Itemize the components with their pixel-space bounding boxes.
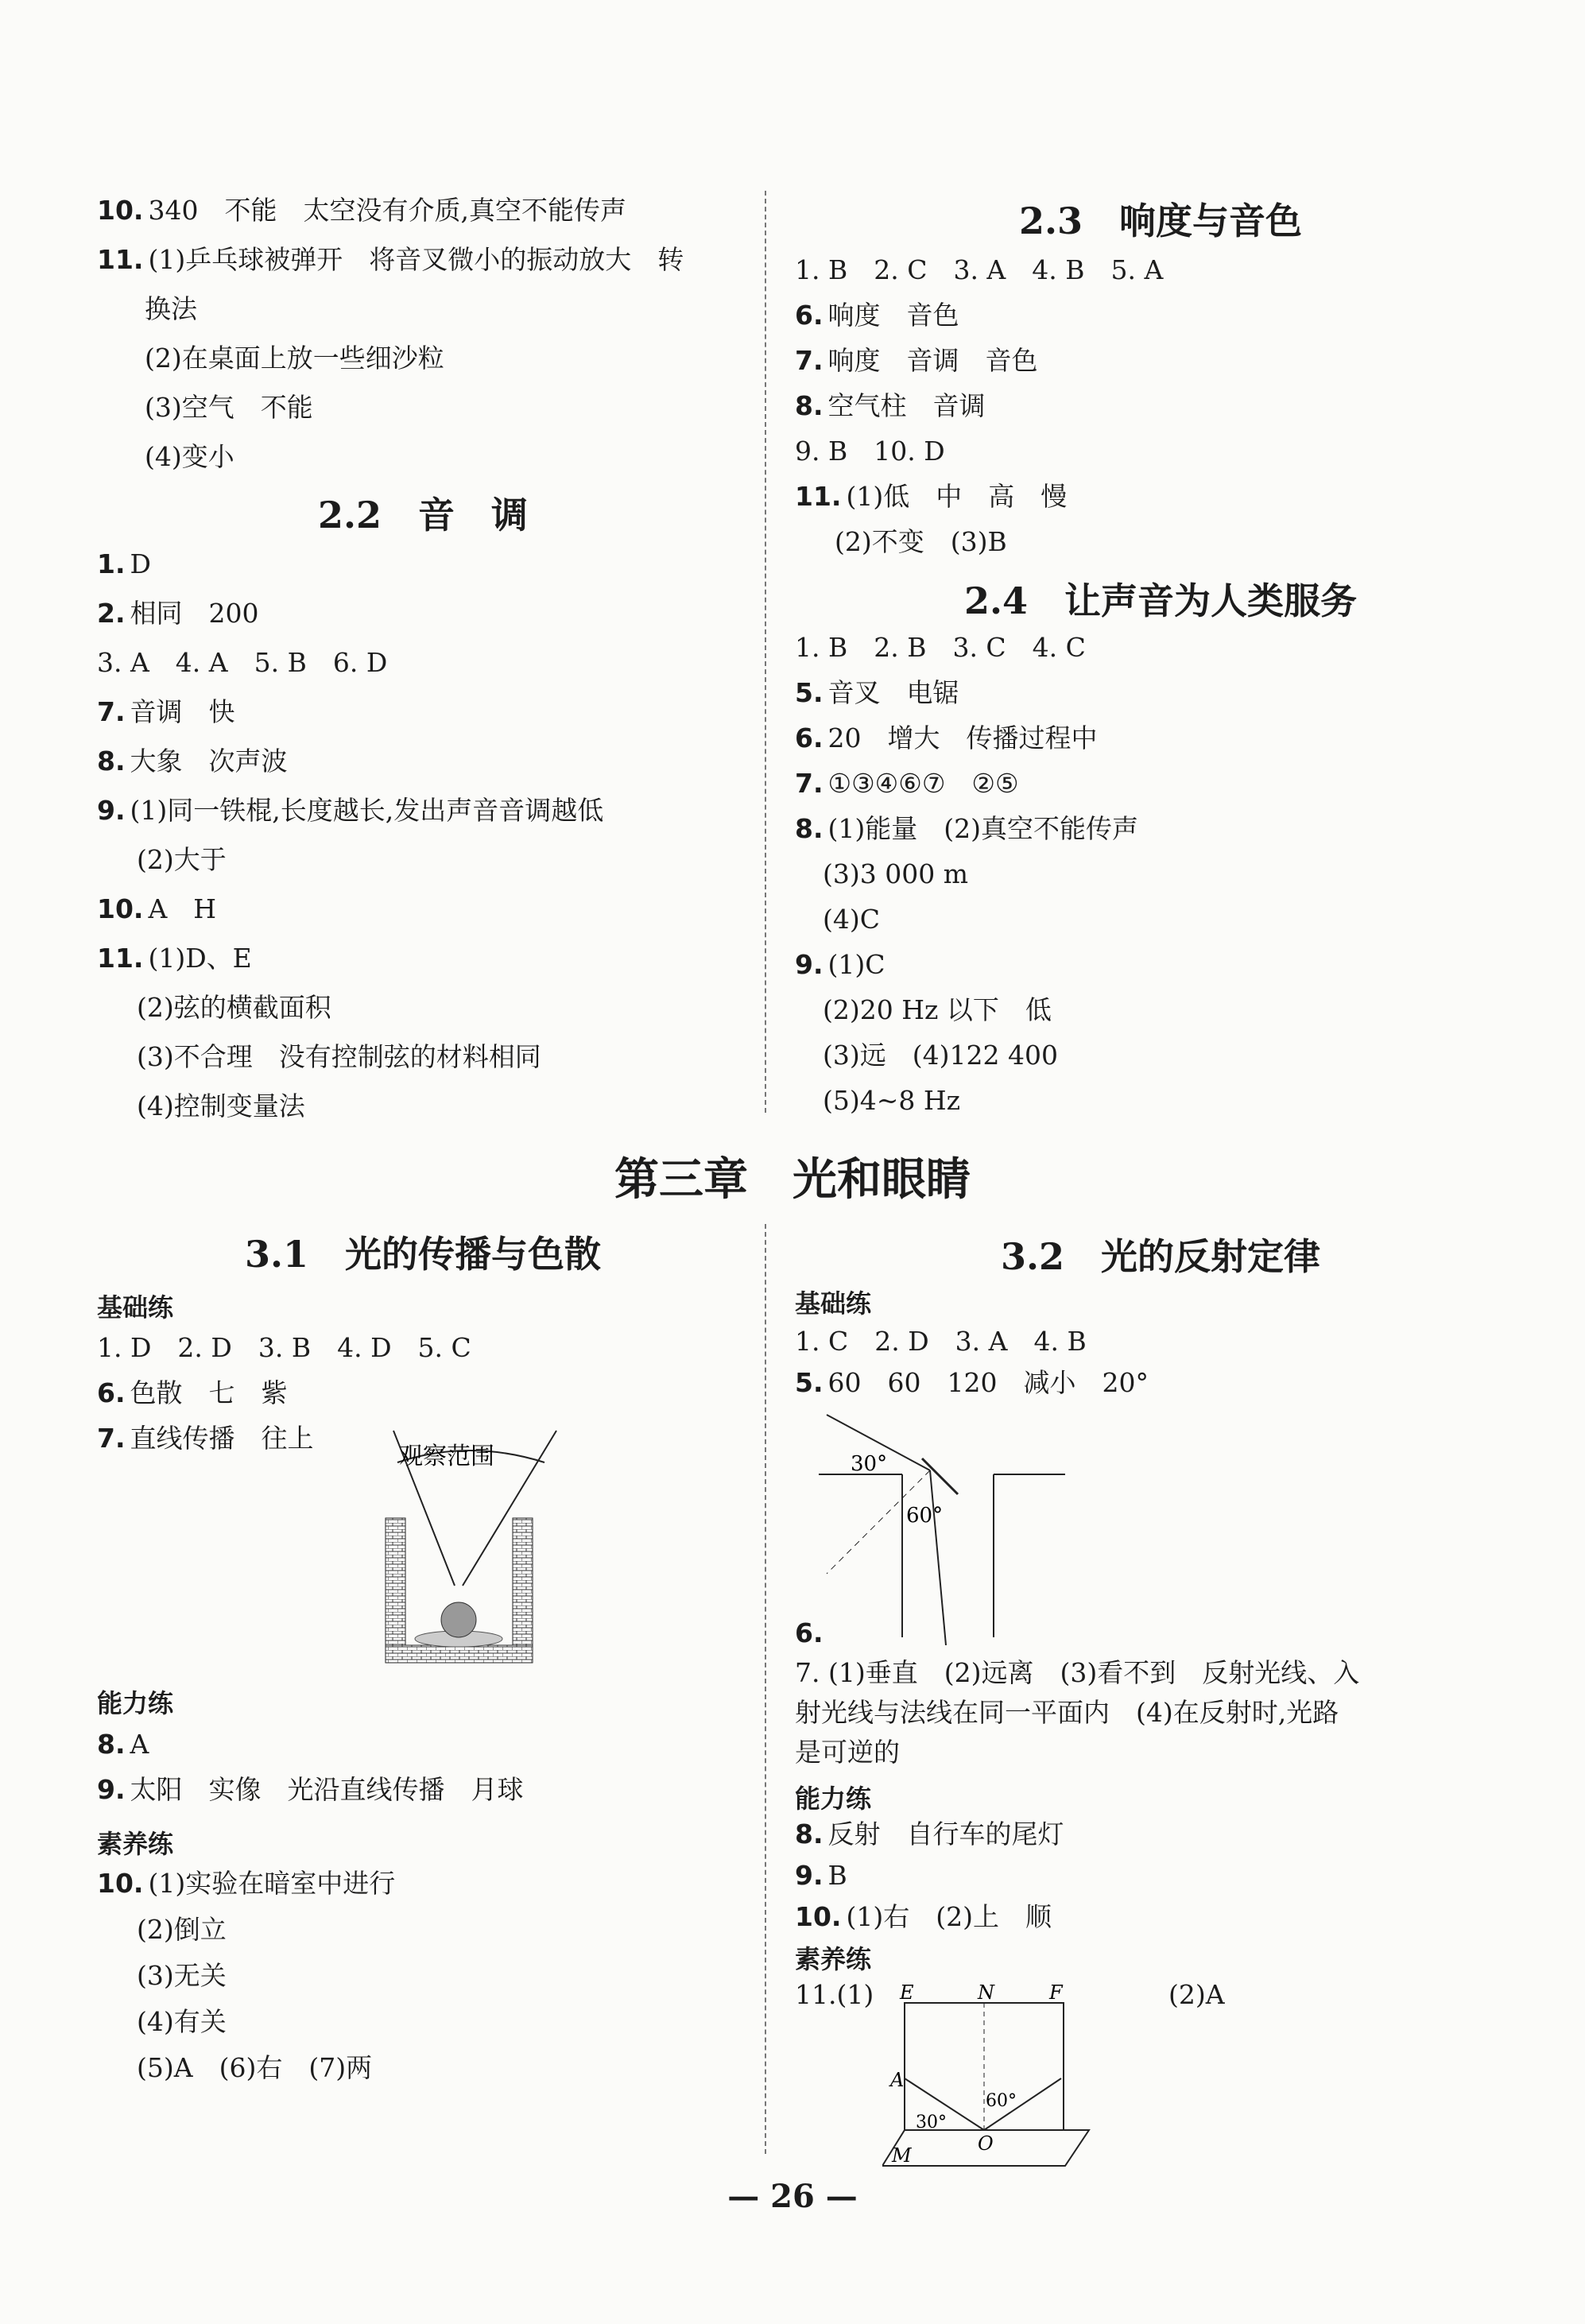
answer-line: (2)20 Hz 以下 低 (823, 994, 1052, 1025)
subhead-literacy-3-2: 素养练 (795, 1944, 872, 1974)
svg-text:M: M (892, 2144, 912, 2167)
subhead-basic-3-1: 基础练 (97, 1292, 174, 1323)
section-title-2-4: 2.4 让声音为人类服务 (963, 579, 1358, 622)
answer-line: (4)变小 (145, 441, 234, 472)
svg-text:60°: 60° (906, 1504, 944, 1528)
answer-line: 2. 相同 200 (97, 598, 259, 629)
svg-text:N: N (978, 1983, 994, 2004)
answer-line: 11.(1) (795, 1979, 874, 2010)
answer-line: (2)在桌面上放一些细沙粒 (145, 343, 444, 374)
svg-text:A: A (890, 2069, 905, 2091)
svg-text:30°: 30° (851, 1452, 888, 1476)
answer-line: 7. ①③④⑥⑦ ②⑤ (795, 768, 1019, 799)
answer-line: 9. B 10. D (795, 436, 945, 467)
answer-line: (2)不变 (3)B (835, 526, 1007, 557)
answer-line: 6. 色散 七 紫 (97, 1377, 288, 1408)
answer-line: 10. (1)实验在暗室中进行 (97, 1868, 396, 1899)
answer-line: (5)A (6)右 (7)两 (137, 2052, 373, 2083)
answer-line: 1. D 2. D 3. B 4. D 5. C (97, 1332, 471, 1363)
answer-line: 1. C 2. D 3. A 4. B (795, 1326, 1087, 1357)
answer-line: (3)不合理 没有控制弦的材料相同 (137, 1041, 541, 1072)
answer-line: (3)无关 (137, 1960, 227, 1991)
answer-line: 8. 大象 次声波 (97, 746, 288, 777)
chapter-title: 第三章 光和眼睛 (614, 1153, 971, 1206)
answer-line: 11. (1)低 中 高 慢 (795, 481, 1068, 512)
answer-line: 11. (1)乒乓球被弹开 将音叉微小的振动放大 转 (97, 244, 684, 275)
svg-text:30°: 30° (916, 2113, 947, 2132)
reflection-figure-6 (811, 1407, 1073, 1645)
answer-line: (2)倒立 (137, 1914, 227, 1945)
page-number: — 26 — (727, 2178, 858, 2215)
answer-line: 8. 空气柱 音调 (795, 390, 986, 421)
subhead-literacy-3-1: 素养练 (97, 1829, 174, 1859)
answer-line: 3. A 4. A 5. B 6. D (97, 647, 388, 678)
answer-line: (3)远 (4)122 400 (823, 1040, 1058, 1071)
answer-line: 7. 音调 快 (97, 696, 235, 727)
answer-line: (4)有关 (137, 2006, 227, 2037)
answer-line: (2)大于 (137, 844, 227, 875)
answer-line: 10. A H (97, 893, 217, 924)
answer-line: 10. 340 不能 太空没有介质,真空不能传声 (97, 195, 626, 226)
section-title-3-2: 3.2 光的反射定律 (1000, 1235, 1321, 1278)
answer-line: 7. 直线传播 往上 (97, 1423, 314, 1454)
subhead-ability-3-1: 能力练 (97, 1688, 174, 1718)
answer-line: 5. 60 60 120 减小 20° (795, 1367, 1149, 1398)
fig-label-range: 观察范围 (399, 1443, 494, 1470)
answer-line: 7. (1)垂直 (2)远离 (3)看不到 反射光线、入 (795, 1657, 1360, 1688)
reflection-figure-11 (882, 1983, 1105, 2174)
answer-line: (4)控制变量法 (137, 1090, 305, 1121)
answer-line: 7. 响度 音调 音色 (795, 345, 1038, 376)
answer-line: 1. B 2. C 3. A 4. B 5. A (795, 254, 1164, 285)
svg-text:E: E (900, 1983, 914, 2004)
answer-line: (3)3 000 m (823, 858, 968, 889)
answer-line: 射光线与法线在同一平面内 (4)在反射时,光路 (795, 1697, 1339, 1728)
answer-line: 10. (1)右 (2)上 顺 (795, 1901, 1052, 1932)
answer-line: 5. 音叉 电锯 (795, 677, 959, 708)
svg-text:60°: 60° (986, 2091, 1017, 2111)
answer-line: 是可逆的 (795, 1737, 900, 1768)
frog-well-figure (350, 1415, 564, 1677)
answer-line: 9. 太阳 实像 光沿直线传播 月球 (97, 1774, 524, 1805)
answer-line: 8. A (97, 1729, 149, 1760)
answer-line: 9. (1)同一铁棍,长度越长,发出声音音调越低 (97, 795, 604, 826)
answer-line: (4)C (823, 904, 880, 935)
answer-line: 换法 (145, 293, 197, 324)
svg-text:O: O (978, 2132, 994, 2155)
answer-line: 8. 反射 自行车的尾灯 (795, 1819, 1064, 1850)
answer-line: 8. (1)能量 (2)真空不能传声 (795, 813, 1138, 844)
column-divider-top (765, 191, 766, 1113)
answer-line: 9. B (795, 1860, 847, 1891)
subhead-basic-3-2: 基础练 (795, 1288, 872, 1319)
subhead-ability-3-2: 能力练 (795, 1784, 872, 1814)
svg-text:F: F (1049, 1983, 1063, 2004)
answer-line: (2)弦的横截面积 (137, 992, 331, 1023)
column-divider-bottom (765, 1224, 766, 2154)
answer-line: 6. 20 增大 传播过程中 (795, 722, 1098, 753)
answer-line: (5)4~8 Hz (823, 1085, 961, 1116)
answer-line: (3)空气 不能 (145, 392, 313, 423)
answer-line: 6. (795, 1617, 824, 1648)
answer-line: 1. D (97, 548, 151, 579)
answer-line: 11. (1)D、E (97, 943, 252, 974)
section-title-2-2: 2.2 音 调 (317, 494, 529, 536)
answer-line: 6. 响度 音色 (795, 300, 959, 331)
section-title-2-3: 2.3 响度与音色 (1018, 199, 1303, 242)
answer-line: 9. (1)C (795, 949, 886, 980)
answer-line: (2)A (1168, 1979, 1225, 2010)
answer-line: 1. B 2. B 3. C 4. C (795, 632, 1086, 663)
section-title-3-1: 3.1 光的传播与色散 (244, 1233, 602, 1276)
